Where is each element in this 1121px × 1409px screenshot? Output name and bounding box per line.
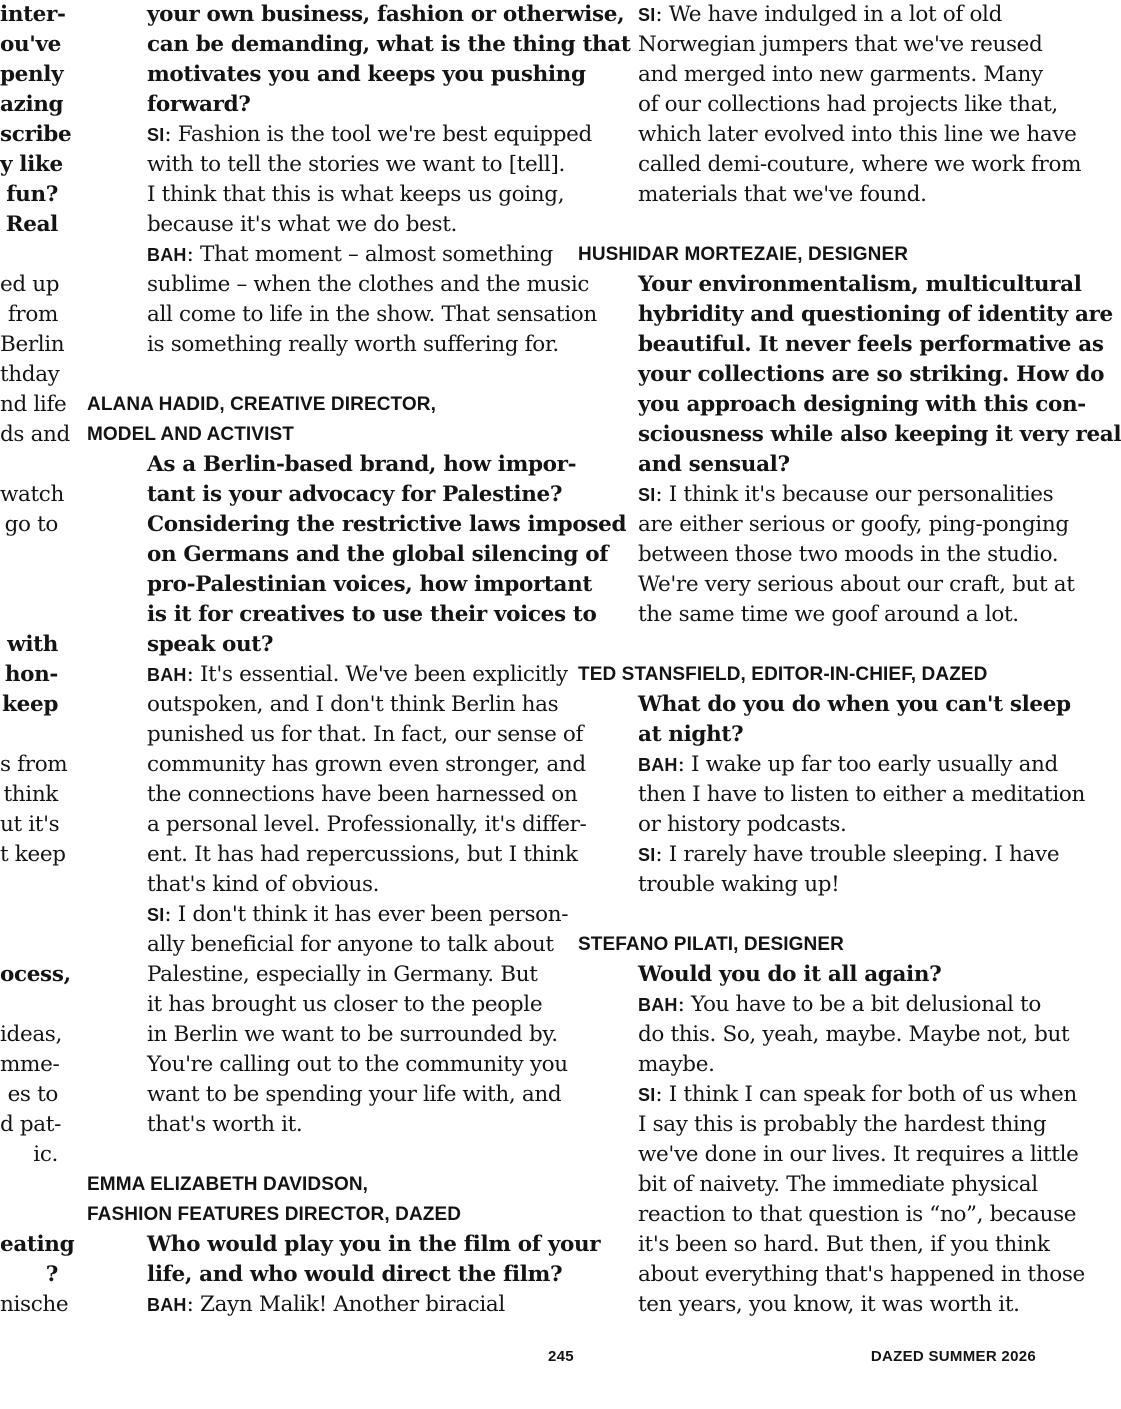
answer-text: is something really worth suffering for. <box>147 332 559 357</box>
question-line: life, and who would direct the film? <box>147 1262 563 1287</box>
question-line: your collections are so striking. How do <box>638 362 1105 387</box>
question-line: speak out? <box>147 632 274 657</box>
answer-line <box>147 720 584 750</box>
speaker-label: BAH <box>147 245 187 265</box>
answer-line <box>638 1200 1077 1230</box>
answer-text: You're calling out to the community you <box>147 1052 568 1077</box>
section-gap <box>578 210 1040 240</box>
left-fragment-line: ut it's <box>0 812 60 837</box>
answer-line <box>147 750 586 780</box>
answer-text: : I think I can speak for both of us when <box>655 1082 1077 1107</box>
speaker-label: SI <box>638 485 656 505</box>
answer-line <box>638 1170 1040 1200</box>
answer-text: reaction to that question is “no”, because <box>638 1202 1077 1227</box>
answer-text: community has grown even stronger, and <box>147 752 586 777</box>
answer-line <box>147 930 554 960</box>
answer-text: outspoken, and I don't think Berlin has <box>147 692 559 717</box>
question-line: hybridity and questioning of identity are <box>638 302 1113 327</box>
answer-text: called demi-couture, where we work from <box>638 152 1082 177</box>
answer-line <box>147 120 592 150</box>
question-line: can be demanding, what is the thing that <box>147 32 631 57</box>
answer-line <box>147 900 569 930</box>
answer-line <box>147 990 549 1020</box>
left-fragment-line: keep <box>2 692 58 717</box>
answer-text: sublime – when the clothes and the music <box>147 272 590 297</box>
left-fragment-line: eating <box>0 1232 75 1257</box>
answer-text: or history podcasts. <box>638 812 847 837</box>
left-fragment-line: Real <box>5 212 58 237</box>
left-fragment-line: nd life <box>0 392 67 417</box>
left-fragment-line: fun? <box>6 182 58 207</box>
answer-text: : You have to be a bit delusional to <box>677 992 1041 1017</box>
section-gap <box>87 360 549 390</box>
answer-text: bit of naivety. The immediate physical <box>638 1172 1038 1197</box>
answer-text: : Zayn Malik! Another biracial <box>186 1292 505 1317</box>
speaker-label: BAH <box>147 665 187 685</box>
right-column <box>578 0 1121 1320</box>
answer-text: : It's essential. We've been explicitly <box>186 662 568 687</box>
question-line: pro-Palestinian voices, how important <box>147 572 592 597</box>
left-fragment-line <box>0 1170 58 1200</box>
answer-line <box>638 150 1082 180</box>
answer-text: We're very serious about our craft, but at <box>638 572 1075 597</box>
answer-text: materials that we've found. <box>638 182 927 207</box>
question-line: forward? <box>147 92 251 117</box>
left-fragment-line <box>0 570 58 600</box>
answer-line <box>638 600 1040 630</box>
answer-line <box>147 1050 568 1080</box>
answer-text: want to be spending your life with, and <box>147 1082 562 1107</box>
left-fragment-line <box>0 720 58 750</box>
answer-text: of our collections had projects like that, <box>638 92 1058 117</box>
left-fragment-line: inter- <box>0 2 66 27</box>
answer-line <box>638 750 1058 780</box>
answer-line <box>147 660 568 690</box>
interviewer-heading: TED STANSFIELD, EDITOR-IN-CHIEF, DAZED <box>578 664 988 685</box>
answer-text: I think that this is what keeps us going, <box>147 182 565 207</box>
question-line: and sensual? <box>638 452 790 477</box>
speaker-label: SI <box>147 905 165 925</box>
left-fragment-line: ocess, <box>0 962 71 987</box>
answer-line <box>638 510 1069 540</box>
answer-text: Palestine, especially in Germany. But <box>147 962 538 987</box>
question-line: is it for creatives to use their voices to <box>147 602 597 627</box>
speaker-label: BAH <box>638 995 678 1015</box>
answer-line <box>147 780 578 810</box>
answer-line <box>638 1050 1040 1080</box>
answer-text: about everything that's happened in those <box>638 1262 1085 1287</box>
answer-text: that's kind of obvious. <box>147 872 380 897</box>
left-fragment-line: d pat- <box>0 1112 61 1137</box>
answer-text: a personal level. Professionally, it's differ- <box>147 812 587 837</box>
answer-text: in Berlin we want to be surrounded by. <box>147 1022 558 1047</box>
answer-text: : I think it's because our personalities <box>655 482 1054 507</box>
answer-line <box>147 1080 562 1110</box>
speaker-label: BAH <box>638 755 678 775</box>
magazine-issue: DAZED SUMMER 2026 <box>870 1348 1036 1365</box>
question-line: Who would play you in the film of your <box>147 1232 601 1257</box>
answer-text: : I don't think it has ever been person- <box>164 902 569 927</box>
answer-text: because it's what we do best. <box>147 212 457 237</box>
interviewer-heading: ALANA HADID, CREATIVE DIRECTOR, <box>87 394 436 415</box>
answer-text: trouble waking up! <box>638 872 840 897</box>
interviewer-heading: STEFANO PILATI, DESIGNER <box>578 934 844 955</box>
question-line: your own business, fashion or otherwise, <box>147 2 625 27</box>
left-fragment-line: hon- <box>4 662 58 687</box>
answer-line <box>638 870 1040 900</box>
answer-text: are either serious or goofy, ping-ponging <box>638 512 1069 537</box>
left-fragment-line: ed up <box>0 272 60 297</box>
answer-text: which later evolved into this line we have <box>638 122 1077 147</box>
answer-line <box>147 270 590 300</box>
question-line: on Germans and the global silencing of <box>147 542 609 567</box>
answer-text: Norwegian jumpers that we've reused <box>638 32 1043 57</box>
left-fragment-line: penly <box>0 62 64 87</box>
answer-line <box>638 780 1085 810</box>
answer-text: : That moment – almost something <box>186 242 553 267</box>
answer-text: : I wake up far too early usually and <box>677 752 1058 777</box>
left-fragment-line: mme- <box>0 1052 60 1077</box>
answer-line <box>638 540 1059 570</box>
answer-line <box>147 810 587 840</box>
interviewer-heading: HUSHIDAR MORTEZAIE, DESIGNER <box>578 244 909 265</box>
question-line: motivates you and keeps you pushing <box>147 62 586 87</box>
answer-text: do this. So, yeah, maybe. Maybe not, but <box>638 1022 1070 1047</box>
left-fragment-line: think <box>3 782 58 807</box>
answer-line <box>638 1290 1040 1320</box>
question-line: Considering the restrictive laws imposed <box>147 512 627 537</box>
answer-line <box>638 480 1054 510</box>
answer-line <box>147 840 578 870</box>
left-fragment-line <box>0 240 58 270</box>
question-line: tant is your advocacy for Palestine? <box>147 482 563 507</box>
answer-line <box>638 180 1040 210</box>
answer-text: : Fashion is the tool we're best equipped <box>164 122 592 147</box>
answer-text: ally beneficial for anyone to talk about <box>147 932 554 957</box>
question-line: Your environmentalism, multicultural <box>638 272 1082 297</box>
question-line: What do you do when you can't sleep <box>638 692 1071 717</box>
question-line: Would you do it all again? <box>638 962 942 987</box>
section-gap <box>578 900 1040 930</box>
question-line: sciousness while also keeping it very real <box>638 422 1121 447</box>
answer-text: we've done in our lives. It requires a little <box>638 1142 1079 1167</box>
answer-line <box>638 1230 1050 1260</box>
interviewer-heading: EMMA ELIZABETH DAVIDSON, <box>87 1174 369 1195</box>
left-fragment-line: azing <box>0 92 64 117</box>
left-fragment-line: Berlin <box>0 332 65 357</box>
answer-line <box>638 840 1060 870</box>
interviewer-heading: MODEL AND ACTIVIST <box>87 424 294 445</box>
answer-text: ten years, you know, it was worth it. <box>638 1292 1020 1317</box>
speaker-label: SI <box>638 5 656 25</box>
left-fragment-line <box>0 1200 58 1230</box>
speaker-label: SI <box>638 1085 656 1105</box>
answer-line <box>638 990 1040 1020</box>
answer-line <box>638 1080 1077 1110</box>
left-fragment-line: ds and <box>0 422 70 447</box>
answer-line <box>638 1140 1079 1170</box>
left-fragment-line: go to <box>4 512 58 537</box>
left-fragment-line <box>0 600 58 630</box>
answer-line <box>638 0 1040 30</box>
answer-line <box>638 90 1058 120</box>
answer-text: it has brought us closer to the people <box>147 992 543 1017</box>
question-line: you approach designing with this con- <box>638 392 1086 417</box>
left-fragment-line: scribe <box>0 122 72 147</box>
answer-text: with to tell the stories we want to [tell]. <box>147 152 565 177</box>
answer-text: between those two moods in the studio. <box>638 542 1059 567</box>
left-fragment-line: ? <box>45 1262 58 1287</box>
speaker-label: SI <box>147 125 165 145</box>
answer-line <box>147 1110 549 1140</box>
answer-line <box>147 150 565 180</box>
answer-text: ent. It has had repercussions, but I think <box>147 842 578 867</box>
left-fragment-line: ic. <box>33 1142 58 1167</box>
answer-line <box>147 330 559 360</box>
left-fragment-line <box>0 900 58 930</box>
answer-line <box>638 810 1040 840</box>
left-fragment-line: from <box>7 302 58 327</box>
left-fragment-line: s from <box>0 752 68 777</box>
left-fragment-line: watch <box>0 482 64 507</box>
answer-text: the connections have been harnessed on <box>147 782 578 807</box>
answer-line <box>638 120 1077 150</box>
answer-text: the same time we goof around a lot. <box>638 602 1019 627</box>
middle-column <box>87 0 631 1320</box>
speaker-label: BAH <box>147 1295 187 1315</box>
left-fragment-line: thday <box>0 362 60 387</box>
answer-line <box>638 1110 1047 1140</box>
answer-line <box>147 180 565 210</box>
answer-line <box>638 30 1043 60</box>
left-fragment-line: with <box>7 632 58 657</box>
interviewer-heading: FASHION FEATURES DIRECTOR, DAZED <box>87 1204 462 1225</box>
left-fragment-line: nische <box>0 1292 69 1317</box>
answer-line <box>147 1020 558 1050</box>
answer-line <box>147 240 553 270</box>
answer-line <box>147 300 597 330</box>
answer-text: punished us for that. In fact, our sense of <box>147 722 584 747</box>
answer-line <box>638 1260 1085 1290</box>
left-fragment-line <box>0 990 58 1020</box>
speaker-label: SI <box>638 845 656 865</box>
left-column-fragment <box>0 0 75 1320</box>
left-fragment-line: ideas, <box>0 1022 62 1047</box>
answer-text: I say this is probably the hardest thing <box>638 1112 1047 1137</box>
page-number: 245 <box>548 1348 574 1365</box>
left-fragment-line <box>0 450 58 480</box>
answer-line <box>638 570 1075 600</box>
question-line: at night? <box>638 722 744 747</box>
answer-text: then I have to listen to either a meditation <box>638 782 1085 807</box>
answer-line <box>147 210 549 240</box>
question-line: beautiful. It never feels performative as <box>638 332 1104 357</box>
answer-text: : I rarely have trouble sleeping. I have <box>655 842 1060 867</box>
answer-line <box>147 960 549 990</box>
left-fragment-line: ou've <box>0 32 61 57</box>
left-fragment-line: y like <box>0 152 63 177</box>
answer-text: it's been so hard. But then, if you think <box>638 1232 1050 1257</box>
answer-text: and merged into new garments. Many <box>638 62 1043 87</box>
section-gap <box>87 1140 549 1170</box>
left-fragment-line <box>0 930 58 960</box>
answer-line <box>147 870 549 900</box>
question-line: As a Berlin-based brand, how impor- <box>147 452 577 477</box>
answer-text: all come to life in the show. That sensation <box>147 302 597 327</box>
left-fragment-line: t keep <box>0 842 66 867</box>
answer-line <box>147 1290 549 1320</box>
answer-text: maybe. <box>638 1052 715 1077</box>
answer-line <box>638 1020 1070 1050</box>
answer-line <box>147 690 559 720</box>
left-fragment-line <box>0 540 58 570</box>
answer-line <box>638 60 1043 90</box>
left-fragment-line <box>0 870 58 900</box>
left-fragment-line: es to <box>7 1082 58 1107</box>
answer-text: that's worth it. <box>147 1112 303 1137</box>
answer-text: : We have indulged in a lot of old <box>655 2 1002 27</box>
section-gap <box>578 630 1040 660</box>
